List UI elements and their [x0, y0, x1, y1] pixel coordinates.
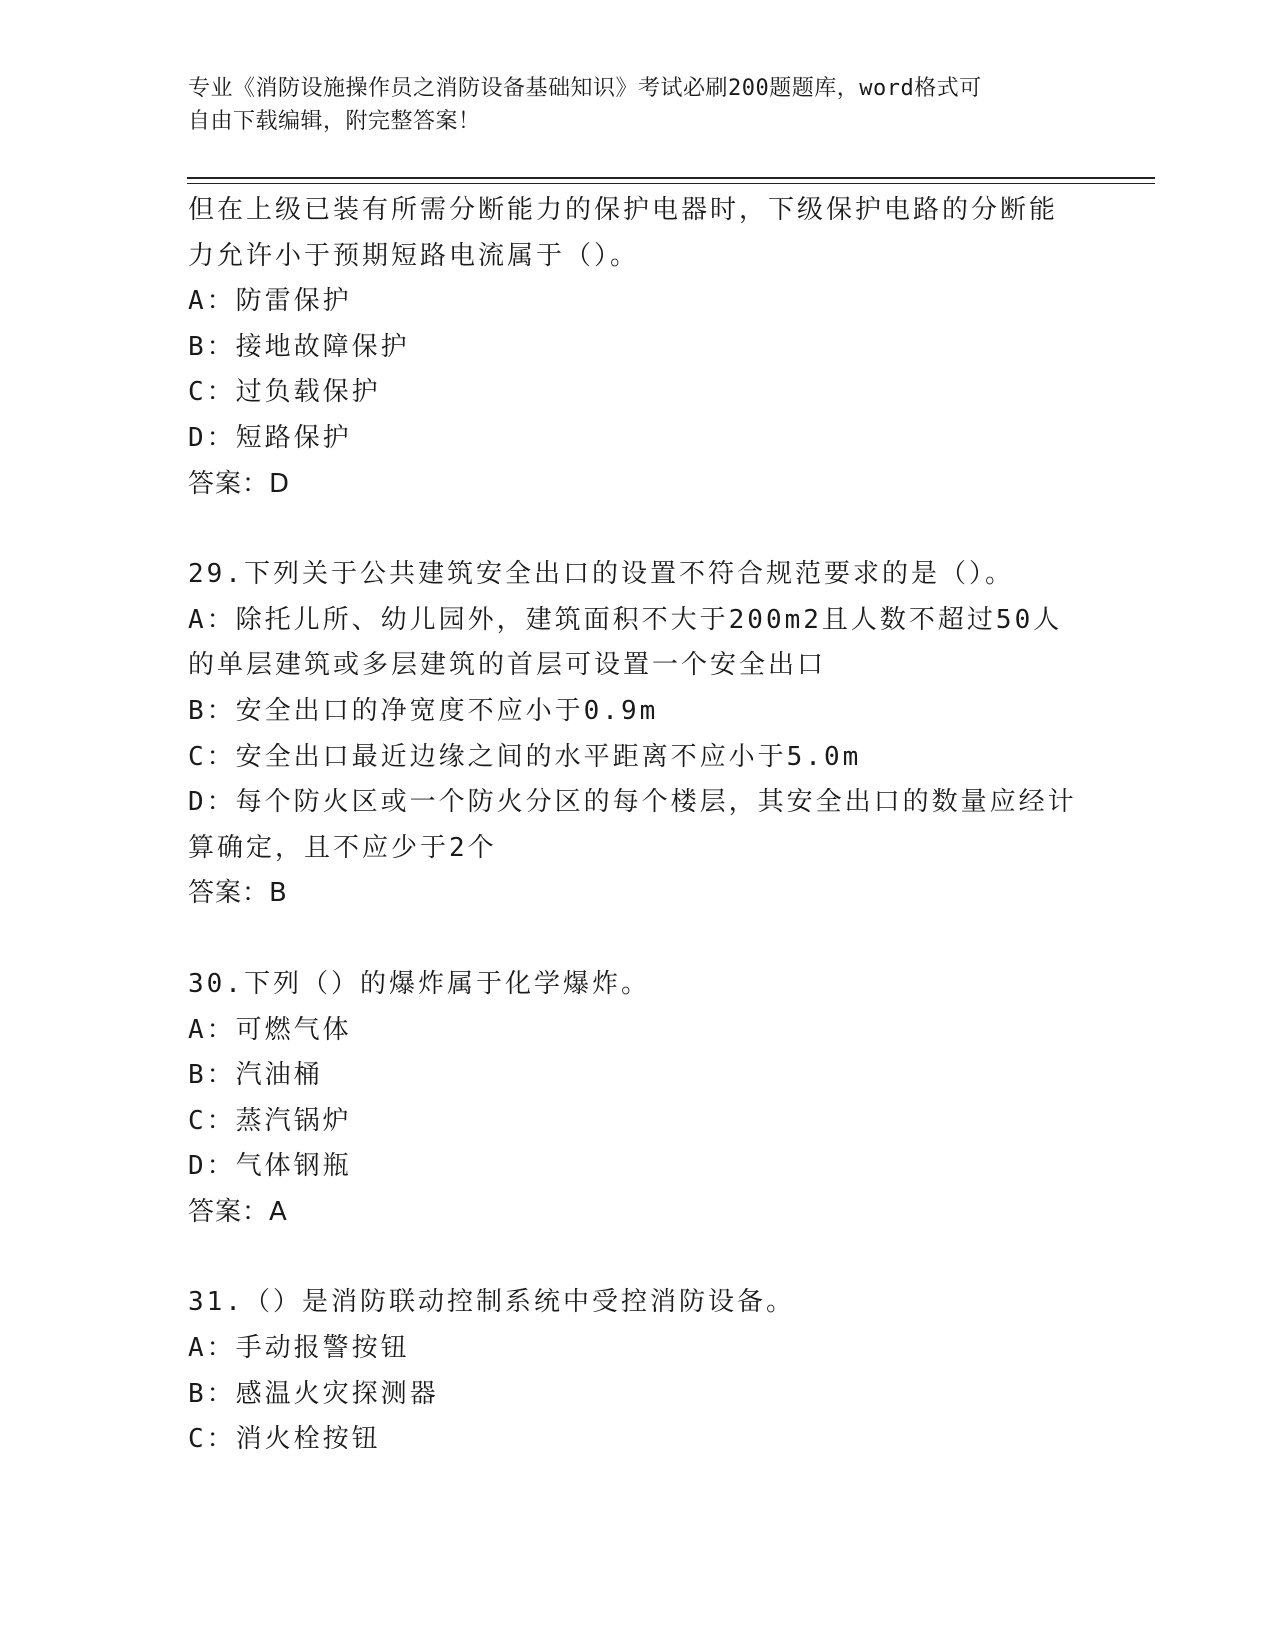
header-line-2: 自由下载编辑，附完整答案！ — [188, 109, 481, 134]
answer: 答案：A — [188, 1196, 288, 1227]
header-line-1: 专业《消防设施操作员之消防设备基础知识》考试必刷200题题库，word格式可 — [188, 76, 982, 101]
page-header — [188, 72, 1068, 138]
question-text: 力允许小于预期短路电流属于（）。 — [188, 240, 640, 271]
question-text: 31.（）是消防联动控制系统中受控消防设备。 — [188, 1287, 795, 1318]
question-text: 29.下列关于公共建筑安全出口的设置不符合规范要求的是（）。 — [188, 559, 1014, 590]
option-c: C：安全出口最近边缘之间的水平距离不应小于5.0m — [188, 741, 862, 772]
question-30 — [188, 962, 1078, 1236]
option-a: A：可燃气体 — [188, 1014, 352, 1045]
option-c: C：消火栓按钮 — [188, 1424, 381, 1455]
option-d: D：短路保护 — [188, 422, 352, 453]
option-b: B：接地故障保护 — [188, 331, 410, 362]
question-29 — [188, 552, 1078, 917]
answer: 答案：D — [188, 468, 291, 499]
option-b: B：汽油桶 — [188, 1060, 323, 1091]
answer: 答案：B — [188, 878, 288, 909]
option-b: B：感温火灾探测器 — [188, 1378, 439, 1409]
option-d-continued: 算确定，且不应少于2个 — [188, 832, 497, 863]
question-31 — [188, 1280, 1078, 1462]
question-28 — [188, 188, 1078, 507]
question-text: 30.下列（）的爆炸属于化学爆炸。 — [188, 968, 650, 999]
question-text: 但在上级已装有所需分断能力的保护电器时，下级保护电路的分断能 — [188, 195, 1059, 225]
option-a: A：防雷保护 — [188, 286, 352, 317]
header-divider-thin — [187, 183, 1155, 184]
option-a-continued: 的单层建筑或多层建筑的首层可设置一个安全出口 — [188, 650, 827, 681]
option-d: D：气体钢瓶 — [188, 1151, 352, 1182]
option-d: D：每个防火区或一个防火分区的每个楼层，其安全出口的数量应经计 — [188, 787, 1077, 818]
option-b: B：安全出口的净宽度不应小于0.9m — [188, 695, 659, 726]
header-divider-thick — [187, 177, 1155, 179]
option-c: C：过负载保护 — [188, 377, 381, 408]
question-list — [188, 188, 1078, 1463]
option-a: A：除托儿所、幼儿园外，建筑面积不大于200m2且人数不超过50人 — [188, 604, 1063, 635]
option-c: C：蒸汽锅炉 — [188, 1105, 352, 1136]
option-a: A：手动报警按钮 — [188, 1333, 410, 1364]
